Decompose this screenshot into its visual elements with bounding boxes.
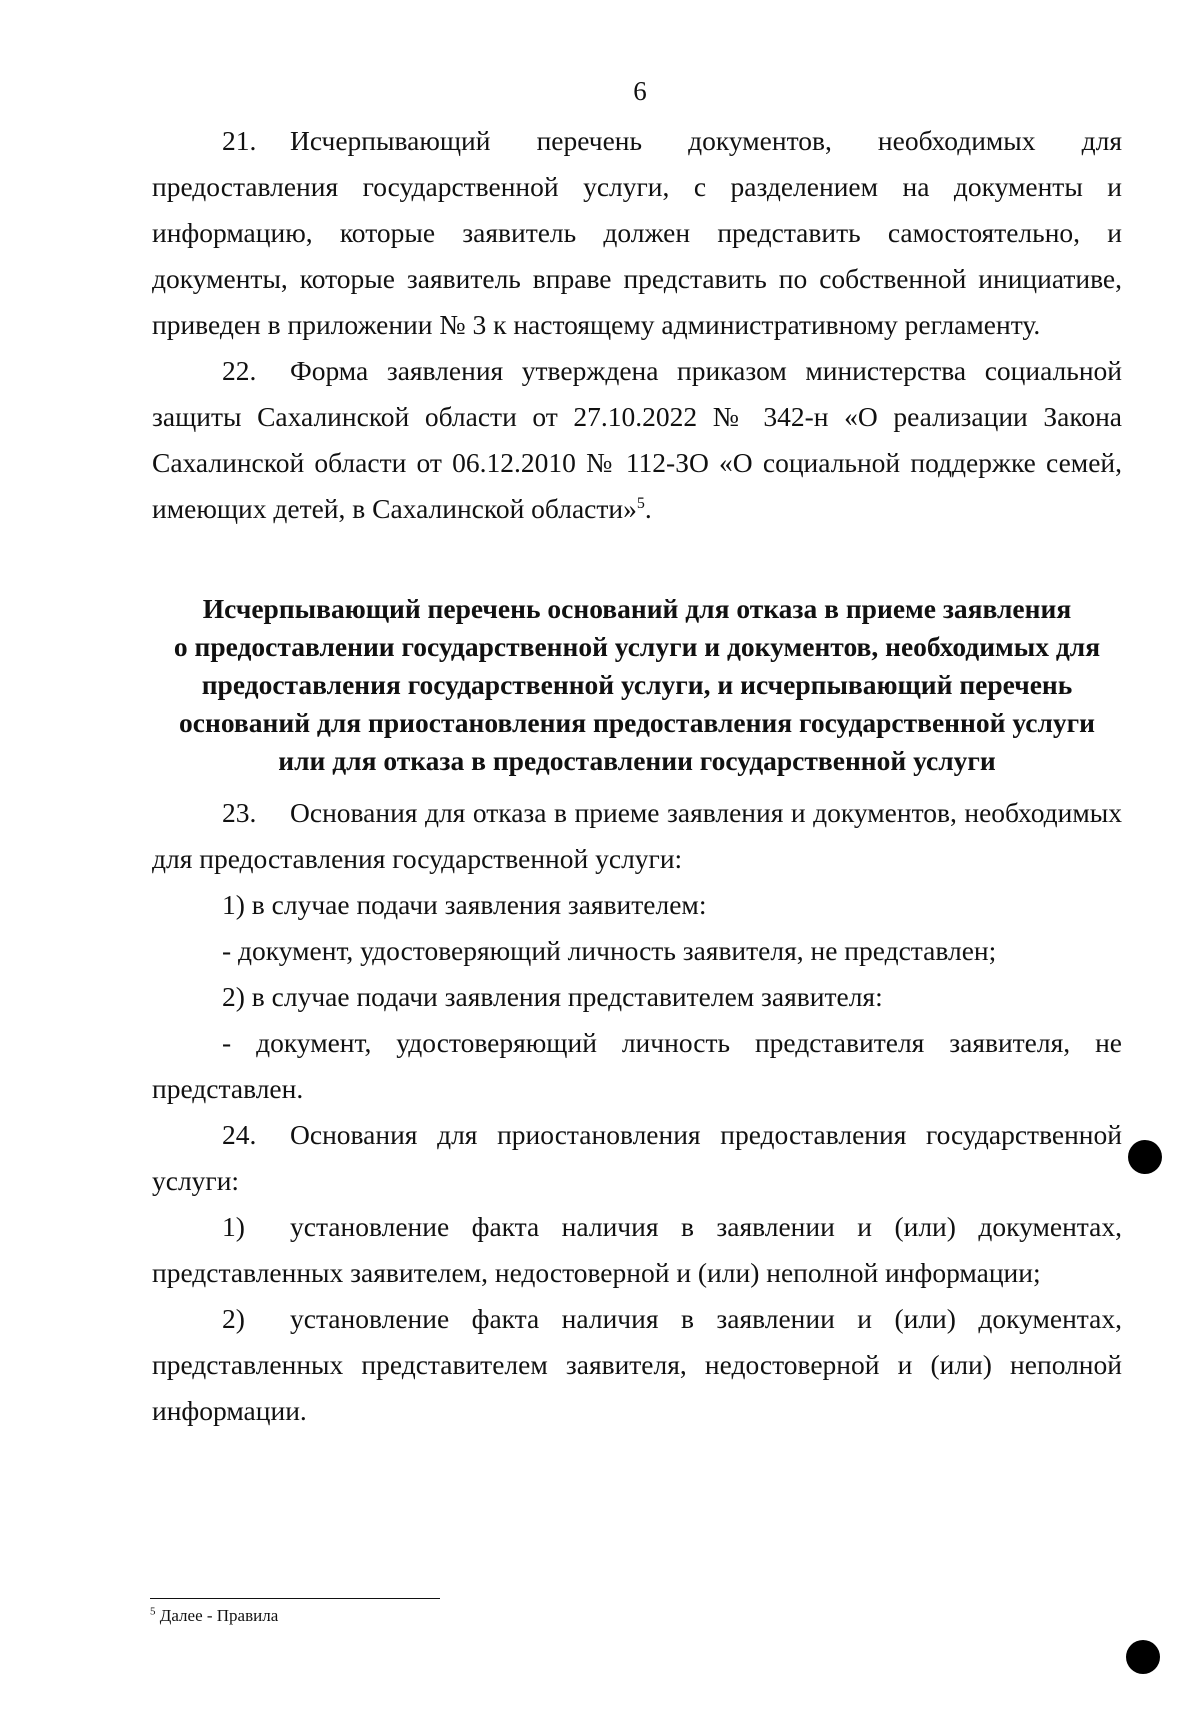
- paragraph-text: Основания для приостановления предоставления государственной услуги:: [152, 1119, 1122, 1196]
- item-text: установление факта наличия в заявлении и (или) документах, представленных представителем заявителя, недостоверной и (или) неполной информации.: [152, 1303, 1122, 1426]
- footnote: [150, 1606, 278, 1626]
- footnote-mark: 5: [150, 1605, 156, 1618]
- list-item: [152, 1204, 1122, 1296]
- footnote-text: Далее - Правила: [159, 1606, 279, 1625]
- heading-line: оснований для приостановления предоставления государственной услуги: [179, 707, 1095, 738]
- paragraph-text: Исчерпывающий перечень документов, необходимых для предоставления государственной услуги, с разделением на документы и информацию, которые заявитель должен представить самостоятельно, и документы, которые заявитель вправе представить по собственной инициативе, приведен в приложении № 3 к настоящему административному регламенту.: [152, 125, 1122, 340]
- list-item: [152, 1296, 1122, 1434]
- footnote-reference: 5: [636, 494, 645, 512]
- paragraph-22: 22. Форма заявления утверждена приказом министерства социальной защиты Сахалинской области от 27.10.2022 № 342-н «О реализации Закона Сахалинской области от 06.12.2010 № 112-ЗО «О социальной поддержке семей, имеющих детей, в Сахалинской области»$^5$.: [152, 348, 1122, 532]
- list-item: - документ, удостоверяющий личность заявителя, не представлен;: [222, 935, 997, 966]
- heading-line: о предоставлении государственной услуги и документов, необходимых для: [173, 631, 1101, 662]
- paragraph-21: [152, 118, 1122, 348]
- footnote-divider: [150, 1598, 440, 1599]
- paragraph-text: Основания для отказа в приеме заявления и документов, необходимых для предоставления государственной услуги:: [152, 797, 1122, 874]
- list-item: 2) в случае подачи заявления представителем заявителя:: [222, 981, 883, 1012]
- item-text: установление факта наличия в заявлении и (или) документах, представленных заявителем, недостоверной и (или) неполной информации;: [152, 1211, 1122, 1288]
- paragraph-23: [152, 790, 1122, 882]
- item-number: 2): [222, 1303, 245, 1334]
- paragraph-number: 22.: [222, 355, 257, 386]
- item-number: 1): [222, 1211, 245, 1242]
- hole-punch-mark: [1126, 1640, 1160, 1674]
- paragraph-number: 21.: [222, 125, 257, 156]
- heading-line: Исчерпывающий перечень оснований для отказа в приеме заявления: [202, 593, 1072, 624]
- paragraph-number: 23.: [222, 797, 257, 828]
- heading-line: или для отказа в предоставлении государственной услуги: [278, 745, 996, 776]
- document-body: [152, 118, 1122, 1434]
- paragraph-24: [152, 1112, 1122, 1204]
- list-item: - документ, удостоверяющий личность представителя заявителя, не представлен.: [152, 1027, 1122, 1104]
- list-item: 1) в случае подачи заявления заявителем:: [222, 889, 707, 920]
- section-heading: [152, 590, 1122, 780]
- page-number: 6: [633, 76, 647, 106]
- paragraph-number: 24.: [222, 1119, 257, 1150]
- heading-line: предоставления государственной услуги, и исчерпывающий перечень: [201, 669, 1073, 700]
- hole-punch-mark: [1128, 1140, 1162, 1174]
- paragraph-text: Форма заявления утверждена приказом министерства социальной защиты Сахалинской области от 27.10.2022 № 342-н «О реализации Закона Сахалинской области от 06.12.2010 № 112-ЗО «О социальной поддержке семей, имеющих детей, в Сахалинской области»: [152, 355, 1122, 524]
